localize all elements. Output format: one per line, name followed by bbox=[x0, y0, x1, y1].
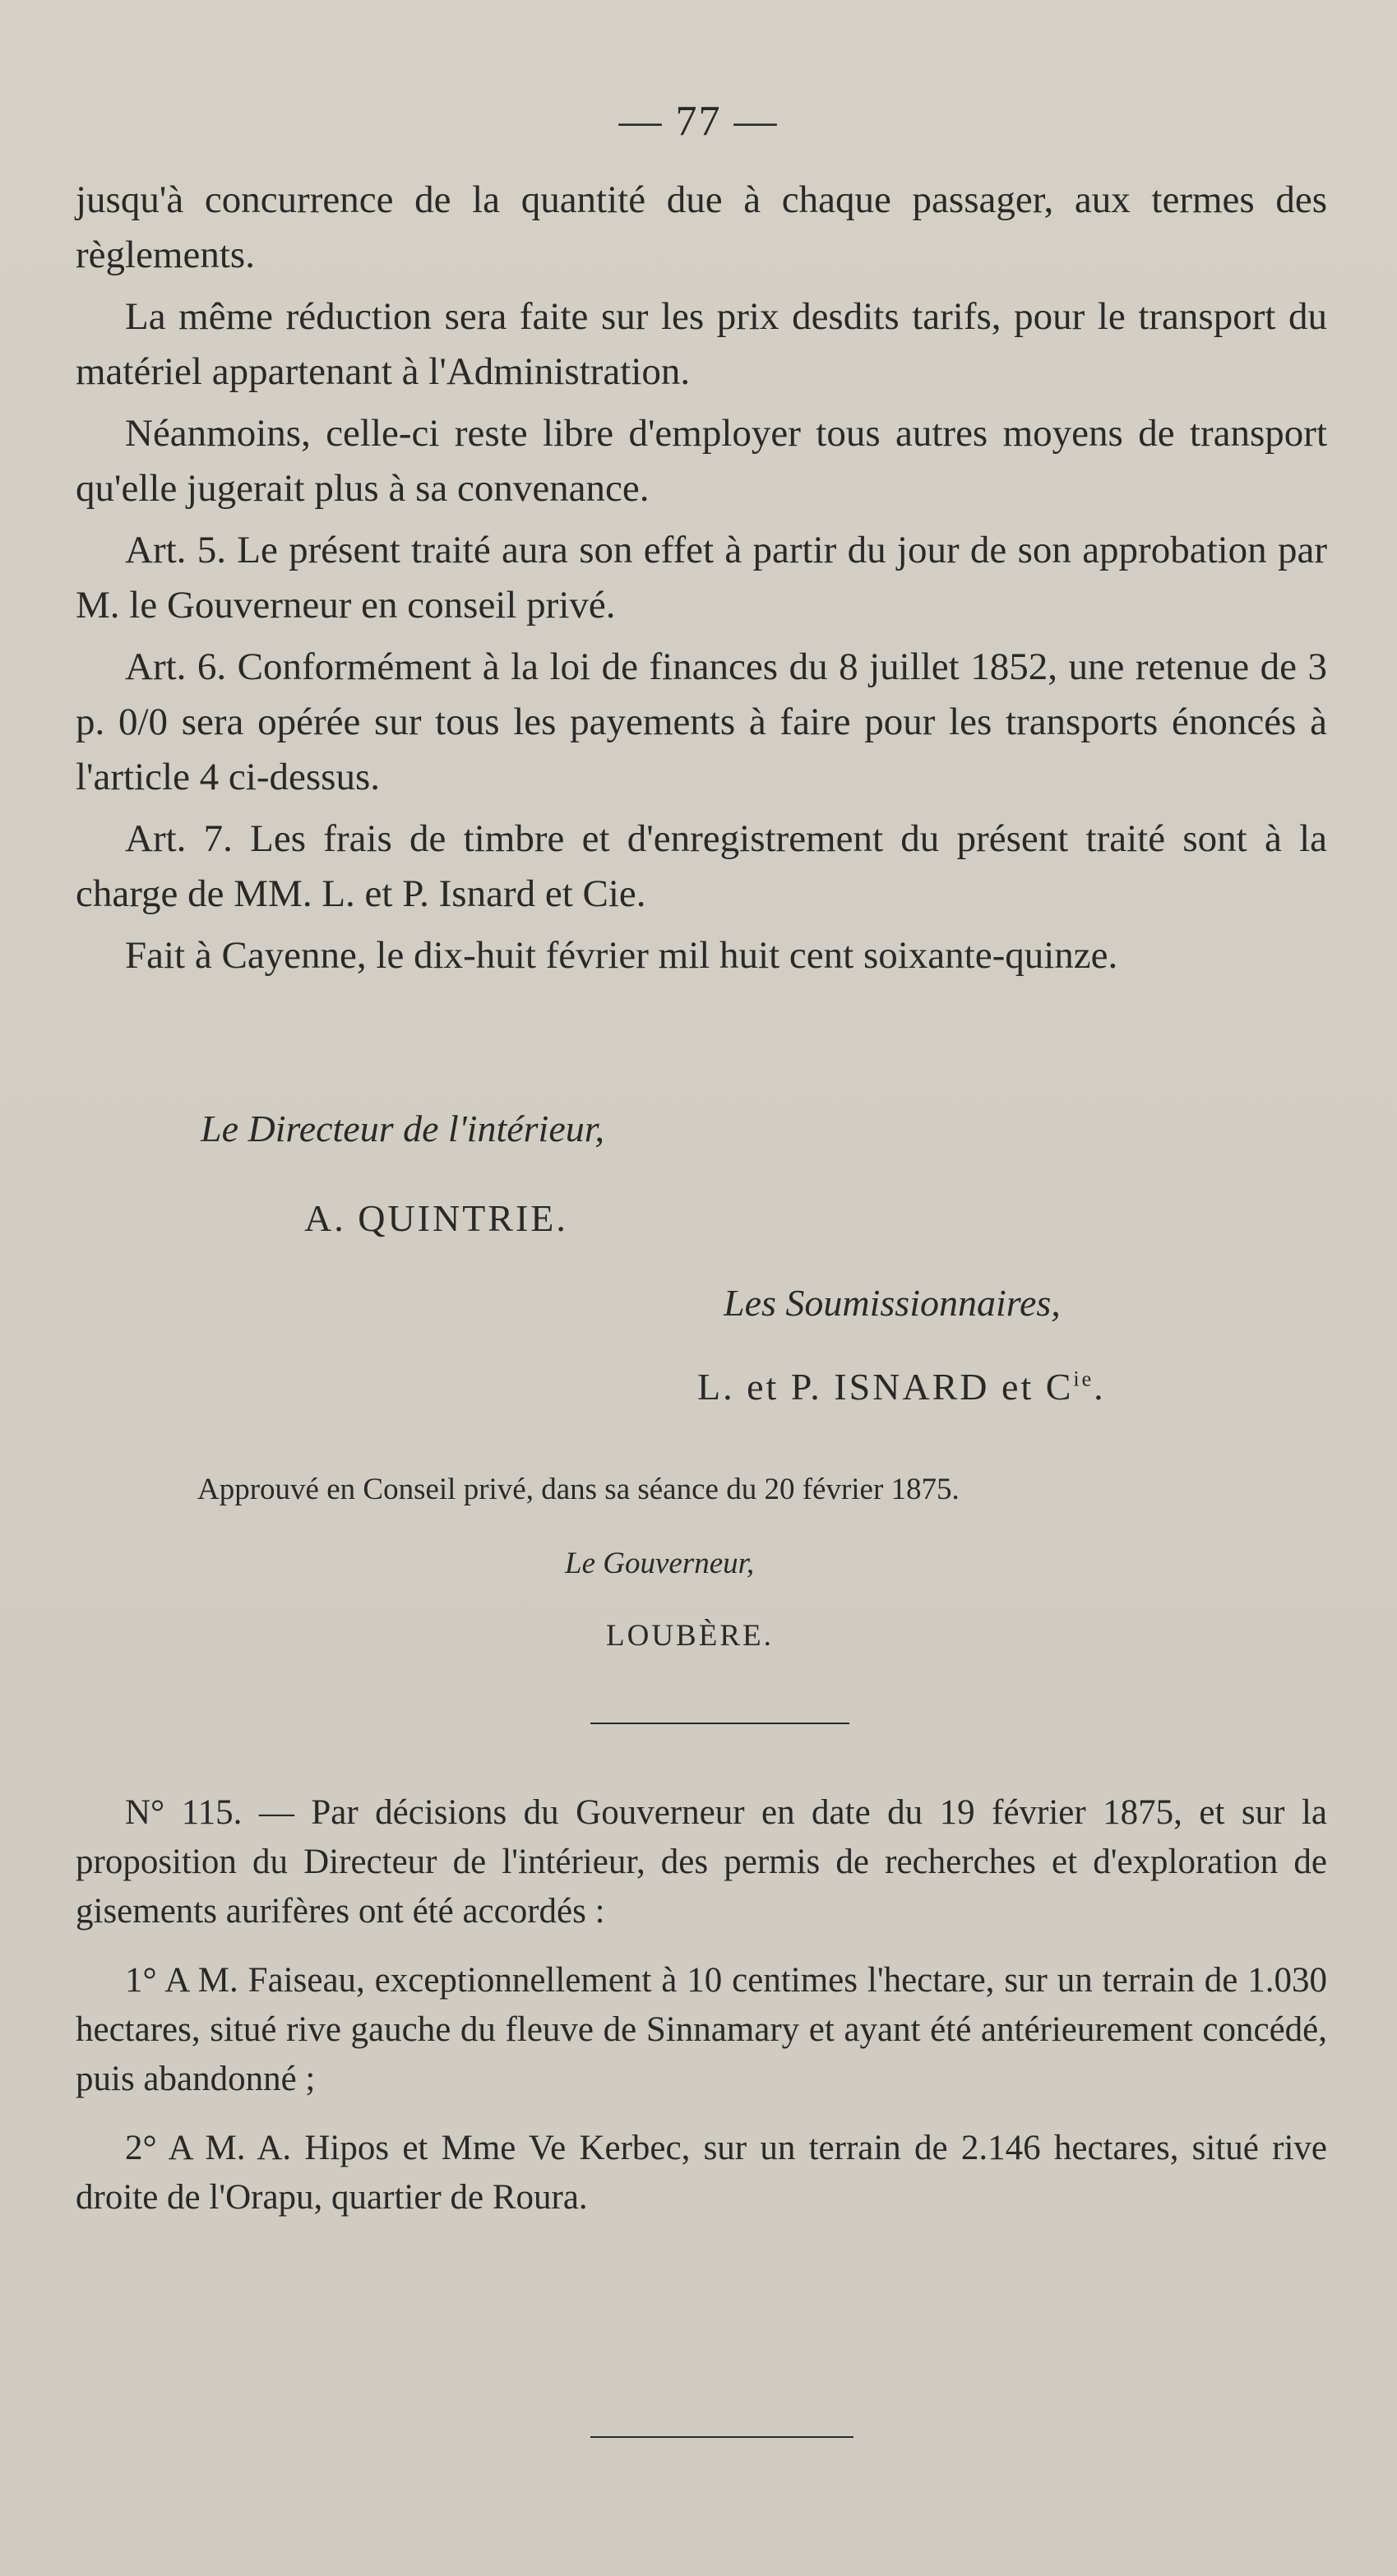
paragraph-reduction: La même réduction sera faite sur les prix desdits tarifs, pour le transport du matériel appartenant à l'Administration. bbox=[76, 295, 1327, 393]
contract-body bbox=[76, 173, 1327, 990]
decision-intro: N° 115. — Par décisions du Gouverneur en date du 19 février 1875, et sur la proposition du Directeur de l'intérieur, des permis de recherches et d'exploration de gisements aurifères ont été accordés : bbox=[76, 1793, 1327, 1931]
decision-item-1: 1° A M. Faiseau, exceptionnellement à 10 centimes l'hectare, sur un terrain de 1.030 hectares, situé rive gauche du fleuve de Sinnamary et ayant été antérieurement concédé, puis abandonné ; bbox=[76, 1961, 1327, 2098]
article-6: Art. 6. Conformément à la loi de finances du 8 juillet 1852, une retenue de 3 p. 0/0 sera opérée sur tous les payements à faire pour les transports énoncés à l'article 4 ci-dessus. bbox=[76, 645, 1327, 798]
approval-text: Approuvé en Conseil privé, dans sa séance du 20 février 1875. bbox=[197, 1473, 960, 1506]
decision-item-2: 2° A M. A. Hipos et Mme Ve Kerbec, sur un terrain de 2.146 hectares, situé rive droite de l'Orapu, quartier de Roura. bbox=[76, 2129, 1327, 2217]
director-name: A. QUINTRIE. bbox=[304, 1197, 568, 1239]
paragraph-continuation: jusqu'à concurrence de la quantité due à chaque passager, aux termes des règlements. bbox=[76, 178, 1327, 276]
governor-name: LOUBÈRE. bbox=[606, 1619, 774, 1653]
director-title: Le Directeur de l'intérieur, bbox=[201, 1108, 605, 1149]
section-divider bbox=[590, 1723, 849, 1724]
bidders-name: L. et P. ISNARD et $C^{ie}$. bbox=[697, 1366, 1106, 1408]
end-divider bbox=[590, 2436, 853, 2438]
article-7: Art. 7. Les frais de timbre et d'enregistrement du présent traité sont à la charge de MM. L. et P. Isnard et Cie. bbox=[76, 817, 1327, 915]
place-date-line: Fait à Cayenne, le dix-huit février mil huit cent soixante-quinze. bbox=[125, 934, 1118, 977]
decision-115 bbox=[76, 1788, 1327, 2242]
article-5: Art. 5. Le présent traité aura son effet à partir du jour de son approbation par M. le Gouverneur en conseil privé. bbox=[76, 529, 1327, 627]
paragraph-transport-means: Néanmoins, celle-ci reste libre d'employer tous autres moyens de transport qu'elle jugerait plus à sa convenance. bbox=[76, 412, 1327, 510]
page-number: — 77 — bbox=[618, 98, 779, 145]
governor-title: Le Gouverneur, bbox=[565, 1547, 755, 1580]
bidders-title: Les Soumissionnaires, bbox=[724, 1282, 1061, 1324]
